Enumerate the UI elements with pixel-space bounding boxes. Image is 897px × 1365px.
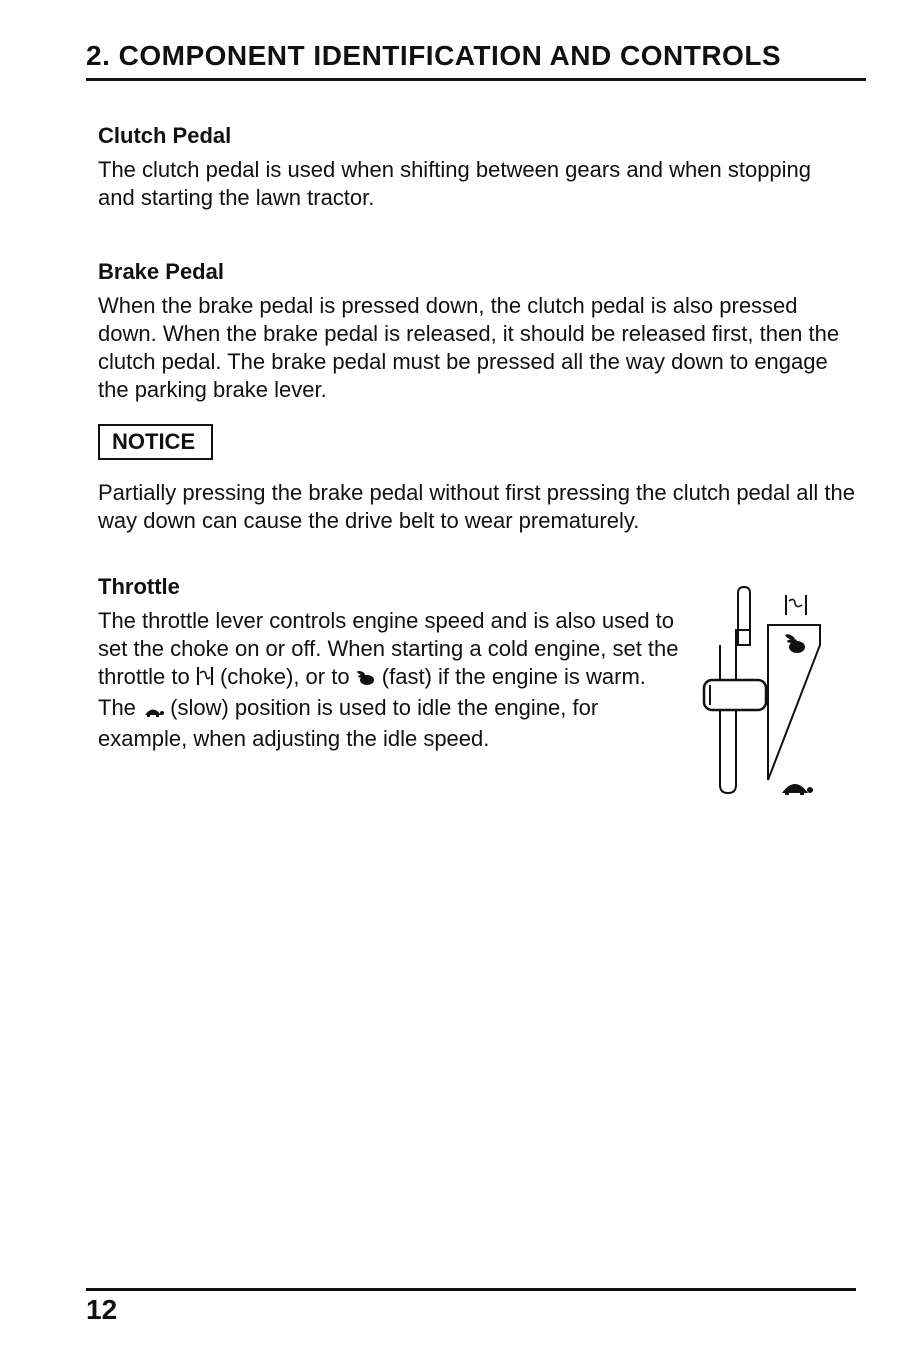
clutch-pedal-heading: Clutch Pedal [98, 123, 232, 148]
rabbit-icon [785, 633, 805, 653]
throttle-text-part4: (slow) position is used to idle the engine, for example, when adjusting the idle speed. [98, 695, 599, 751]
clutch-pedal-section [98, 122, 848, 212]
choke-icon [196, 665, 214, 694]
throttle-text-part3: (fast) if the engine is warm. The [98, 664, 646, 720]
brake-pedal-text: When the brake pedal is pressed down, the clutch pedal is also pressed down. When the brake pedal is released, it should be released first, then the clutch pedal. The brake pedal must be pressed all the way down to engage the parking brake lever. [98, 293, 840, 402]
turtle-icon [142, 697, 164, 725]
brake-pedal-section [98, 258, 848, 404]
page-title: 2. COMPONENT IDENTIFICATION AND CONTROLS [86, 40, 782, 71]
throttle-text-part1: The throttle lever controls engine speed and is also used to set the choke on or off. When starting a cold engine, set the throttle to [98, 608, 679, 689]
page-number: 12 [86, 1294, 118, 1325]
brake-pedal-heading: Brake Pedal [98, 259, 224, 284]
footer-rule [86, 1288, 856, 1291]
throttle-text-part2: (choke), or to [213, 664, 356, 689]
choke-icon [786, 595, 806, 615]
notice-label: NOTICE [98, 424, 213, 460]
rabbit-icon [356, 666, 376, 694]
clutch-pedal-text: The clutch pedal is used when shifting between gears and when stopping and starting the lawn tractor. [98, 157, 812, 210]
throttle-heading: Throttle [98, 574, 180, 599]
throttle-text [98, 607, 688, 753]
page-header [86, 38, 866, 81]
throttle-section [98, 573, 688, 753]
throttle-lever-diagram [698, 585, 828, 800]
notice-text: Partially pressing the brake pedal without first pressing the clutch pedal all the way down can cause the drive belt to wear prematurely. [98, 480, 855, 533]
turtle-icon [782, 784, 813, 795]
